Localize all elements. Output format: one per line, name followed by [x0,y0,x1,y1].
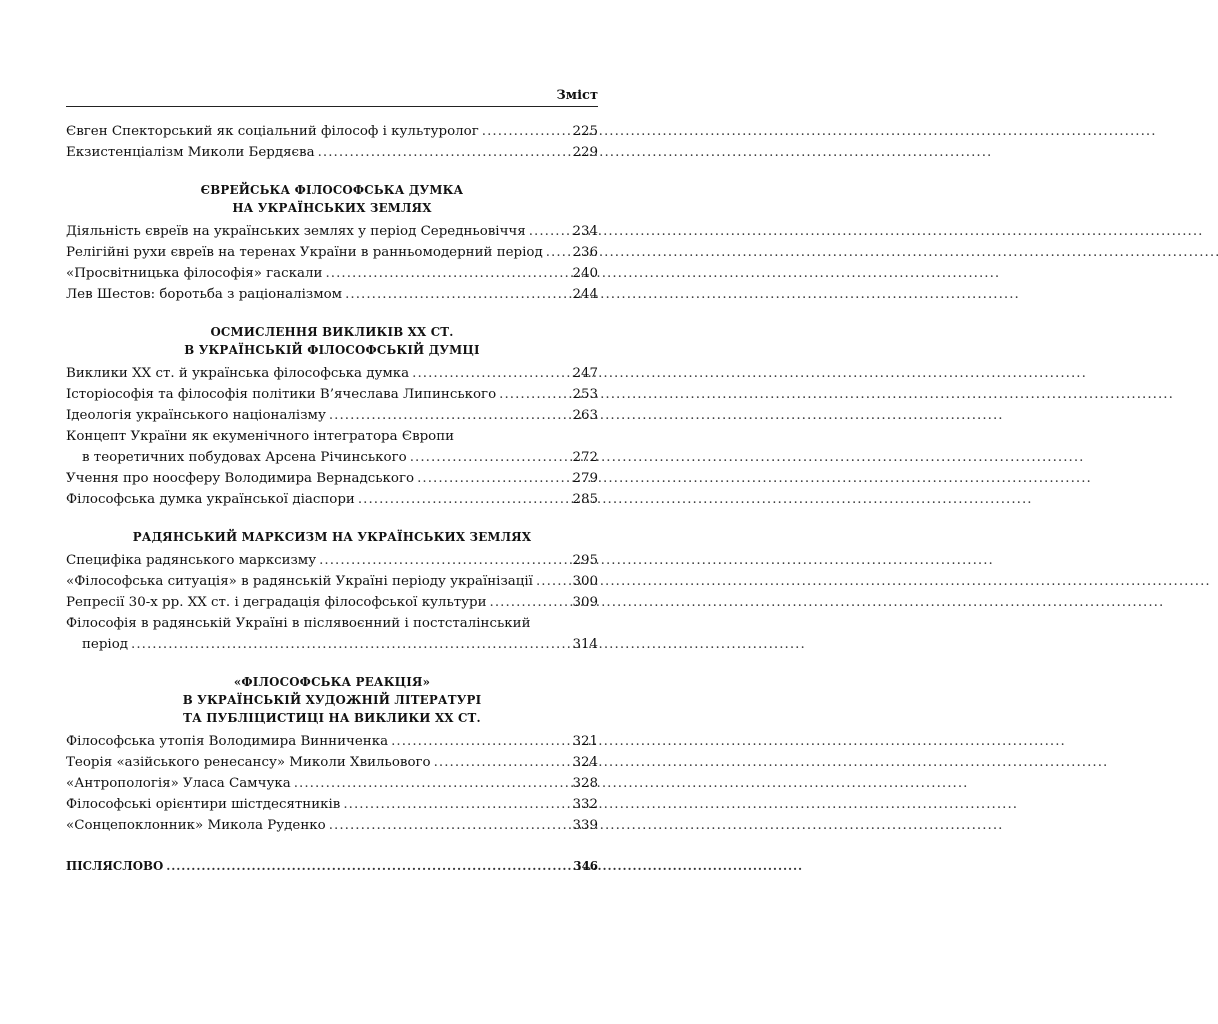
leader-dots [536,571,570,592]
toc-page [66,88,598,877]
toc-entry [66,489,598,510]
toc-entry-title: Репресії 30-х рр. ХХ ст. і деградація філософської культури [66,595,487,610]
toc-entry-title: Філософська думка української діаспори [66,492,355,507]
toc-entry-title: Ідеологія українського націоналізму [66,408,326,423]
leader-dots [391,731,569,752]
toc-entry-page: 236 [572,245,598,260]
toc-entry [66,550,598,571]
toc-entry-page: 225 [572,124,598,139]
toc-entry-page: 263 [572,408,598,423]
toc-entry-page: 272 [572,450,598,465]
section-heading [66,528,598,546]
toc-entry [66,592,598,613]
toc-entry-afterword [66,856,598,877]
leader-dots [329,405,570,426]
section-heading-line: «ФІЛОСОФСЬКА РЕАКЦІЯ» [233,675,431,689]
toc-entry [66,773,598,794]
toc-entry-title: «Філософська ситуація» в радянській Україні періоду українізації [66,574,533,589]
toc-entry [66,221,598,242]
toc-entry [66,447,598,468]
toc-entry-page: 339 [572,818,598,833]
leader-dots [345,284,569,305]
toc-entry [66,384,598,405]
toc-entry [66,121,598,142]
toc-entry-title: ПІСЛЯСЛОВО [66,859,164,873]
toc-entry-title: Лев Шестов: боротьба з раціоналізмом [66,287,343,302]
leader-dots [490,592,570,613]
toc-entry-page: 229 [572,145,598,160]
toc-entry-multiline [66,613,598,655]
section-heading [66,673,598,727]
toc-entry-page: 309 [572,595,598,610]
leader-dots [131,634,569,655]
toc-entry-page: 234 [572,224,598,239]
toc-entry-page: 328 [572,776,598,791]
leader-dots [166,856,570,877]
toc-entry [66,794,598,815]
toc-entry [66,242,598,263]
toc-entry-title: Діяльність євреїв на українських землях у період Середньовіччя [66,224,526,239]
section-heading-line: РАДЯНСЬКИЙ МАРКСИЗМ НА УКРАЇНСЬКИХ ЗЕМЛЯХ [132,530,532,544]
toc-entry-page: 346 [573,859,598,873]
toc-entry-title: Виклики ХХ ст. й українська філософська думка [66,366,410,381]
toc-entry-title: Історіософія та філософія політики В’ячеслава Липинського [66,387,497,402]
toc-entry-title: Релігійні рухи євреїв на теренах України в ранньомодерний період [66,245,543,260]
leader-dots [343,794,569,815]
toc-entry-page: 300 [572,574,598,589]
section-heading [66,323,598,359]
leader-dots [294,773,570,794]
toc-entry [66,363,598,384]
section-heading-line: ТА ПУБЛІЦИСТИЦІ НА ВИКЛИКИ ХХ СТ. [183,711,481,725]
leader-dots [329,815,570,836]
toc-entry-page: 285 [572,492,598,507]
section-heading-line: В УКРАЇНСЬКІЙ ХУДОЖНІЙ ЛІТЕРАТУРІ [182,693,482,707]
toc-entry [66,142,598,163]
toc-entry-title: в теоретичних побудовах Арсена Річинського [82,450,407,465]
leader-dots [417,468,569,489]
toc-entry-page: 253 [572,387,598,402]
leader-dots [358,489,570,510]
toc-entry [66,405,598,426]
leader-dots [325,263,569,284]
toc-entry-title: Екзистенціалізм Миколи Бердяєва [66,145,315,160]
toc-entry-title: Філософські орієнтири шістдесятників [66,797,341,812]
leader-dots [546,242,570,263]
toc-entry-multiline [66,426,598,468]
toc-entry-page: 244 [572,287,598,302]
leader-dots [412,363,569,384]
toc-entry-title-line1: Філософія в радянській Україні в післявоєнний і постсталінський [66,616,531,631]
leader-dots [499,384,569,405]
toc-entry-page: 314 [572,637,598,652]
toc-entry [66,731,598,752]
toc-entry-title: «Антропологія» Уласа Самчука [66,776,291,791]
section-heading [66,181,598,217]
section-heading-line: ОСМИСЛЕННЯ ВИКЛИКІВ ХХ СТ. [210,325,454,339]
toc-entry-page: 295 [572,553,598,568]
leader-dots [410,447,570,468]
toc-entry [66,263,598,284]
toc-entry-title: період [82,637,129,652]
leader-dots [482,121,570,142]
toc-entry-page: 279 [572,471,598,486]
leader-dots [434,752,570,773]
toc-entry [66,284,598,305]
section-heading-line: ЄВРЕЙСЬКА ФІЛОСОФСЬКА ДУМКА [200,183,464,197]
toc-entry-title: Теорія «азійського ренесансу» Миколи Хвильового [66,755,431,770]
toc-entry-page: 321 [572,734,598,749]
toc-entry-title: Філософська утопія Володимира Винниченка [66,734,389,749]
toc-entry-title: Учення про ноосферу Володимира Вернадського [66,471,415,486]
toc-entry-title: Специфіка радянського марксизму [66,553,317,568]
toc-entry [66,571,598,592]
toc-entry-page: 332 [572,797,598,812]
running-head: Зміст [66,88,598,107]
toc-entry [66,634,598,655]
toc-entry-page: 240 [572,266,598,281]
toc-entry [66,752,598,773]
toc-entry-title: Євген Спекторський як соціальний філософ і культуролог [66,124,479,139]
leader-dots [529,221,570,242]
toc-entry-page: 324 [572,755,598,770]
toc-entry-title: «Сонцепоклонник» Микола Руденко [66,818,326,833]
leader-dots [318,142,570,163]
leader-dots [319,550,569,571]
toc-entry-page: 247 [572,366,598,381]
toc-entry [66,468,598,489]
toc-entry-title: «Просвітницька філософія» гаскали [66,266,323,281]
toc-entry [66,815,598,836]
section-heading-line: НА УКРАЇНСЬКИХ ЗЕМЛЯХ [232,201,432,215]
toc-entry-title-line1: Концепт України як екуменічного інтегратора Європи [66,429,455,444]
section-heading-line: В УКРАЇНСЬКІЙ ФІЛОСОФСЬКІЙ ДУМЦІ [184,343,480,357]
